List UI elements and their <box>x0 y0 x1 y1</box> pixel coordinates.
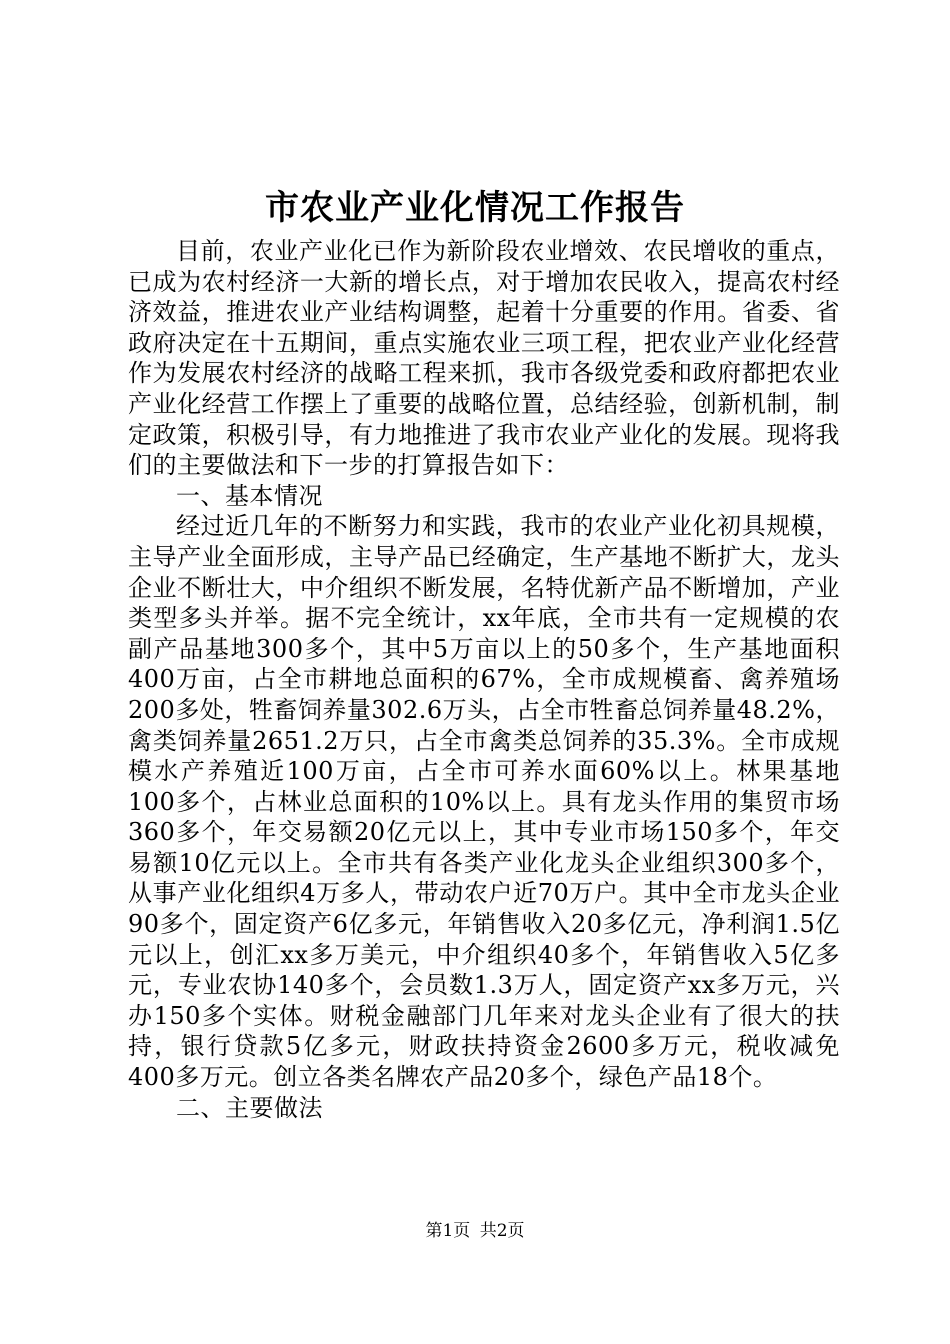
basic-situation-paragraph: 经过近几年的不断努力和实践，我市的农业产业化初具规模，主导产业全面形成，主导产品已经确定，生产基地不断扩大，龙头企业不断壮大，中介组织不断发展，名特优新产品不断增加，产业类型多头并举。据不完全统计，xx年底，全市共有一定规模的农副产品基地300多个，其中5万亩以上的50多个，生产基地面积400万亩，占全市耕地总面积的67%，全市成规模畜、禽养殖场200多处，牲畜饲养量302.6万头，占全市牲畜总饲养量48.2%，禽类饲养量2651.2万只，占全市禽类总饲养的35.3%。全市成规模水产养殖近100万亩，占全市可养水面60%以上。林果基地100多个，占林业总面积的10%以上。具有龙头作用的集贸市场360多个，年交易额20亿元以上，其中专业市场150多个，年交易额10亿元以上。全市共有各类产业化龙头企业组织300多个，从事产业化组织4万多人，带动农户近70万户。其中全市龙头企业90多个，固定资产6亿多元，年销售收入20多亿元，净利润1.5亿元以上，创汇xx多万美元，中介组织40多个，年销售收入5亿多元，专业农协140多个，会员数1.3万人，固定资产xx多万元，兴办150多个实体。财税金融部门几年来对龙头企业有了很大的扶持，银行贷款5亿多元，财政扶持资金2600多万元，税收减免400多万元。创立各类名牌农产品20多个，绿色产品18个。 <box>128 512 840 1092</box>
page-number: 第1页 <box>425 1221 471 1241</box>
page-total: 共2页 <box>479 1221 525 1241</box>
intro-paragraph: 目前，农业产业化已作为新阶段农业增效、农民增收的重点，已成为农村经济一大新的增长点，对于增加农民收入，提高农村经济效益，推进农业产业结构调整，起着十分重要的作用。省委、省政府决定在十五期间，重点实施农业三项工程，把农业产业化经营作为发展农村经济的战略工程来抓，我市各级党委和政府都把农业产业化经营工作摆上了重要的战略位置，总结经验，创新机制，制定政策，积极引导，有力地推进了我市农业产业化的发展。现将我们的主要做法和下一步的打算报告如下： <box>128 237 840 480</box>
page-footer <box>0 1219 950 1243</box>
section-heading-methods: 二、主要做法 <box>176 1093 323 1122</box>
document-title: 市农业产业化情况工作报告 <box>265 188 685 228</box>
document-body <box>128 236 840 1123</box>
section-heading-basic: 一、基本情况 <box>176 481 323 510</box>
